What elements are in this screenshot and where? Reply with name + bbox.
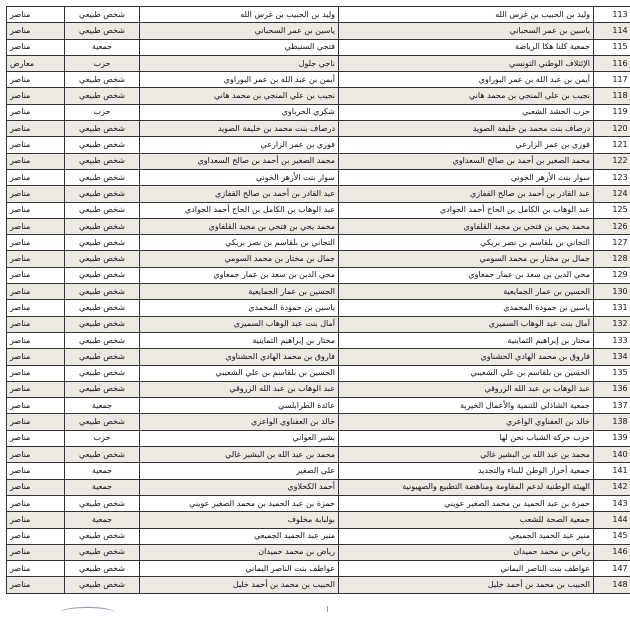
document-sheet: [6, 6, 611, 594]
table-body: [7, 7, 630, 594]
row-number: 133: [594, 332, 630, 348]
position-status: مناصر: [7, 202, 65, 218]
entity-type: شخص طبيعي: [65, 202, 140, 218]
entity-type: حزب: [65, 430, 140, 446]
entity-type: جمعية: [65, 512, 140, 528]
applicant-name: مختار بن إبراهيم الثماينية: [339, 332, 594, 348]
representative-name: خالد بن العفناوي الواعري: [140, 414, 339, 430]
position-status: مناصر: [7, 365, 65, 381]
row-number: 114: [594, 23, 630, 39]
applicant-name: درصاف بنت محمد بن خليفة الصويد: [339, 121, 594, 137]
applicant-name: عبد القادر بن أحمد بن صالح القفازي: [339, 186, 594, 202]
representative-name: محي الدين بن سعد بن عمار جمعاوي: [140, 267, 339, 283]
table-row: [7, 300, 630, 316]
row-number: 131: [594, 300, 630, 316]
row-number: 127: [594, 235, 630, 251]
representative-name: محمد يحي بن فتحي بن مجيد القلفاوي: [140, 218, 339, 234]
applicant-name: الحسين بن بلقاسم بن علي الشعيبي: [339, 365, 594, 381]
position-status: مناصر: [7, 300, 65, 316]
table-row: [7, 202, 630, 218]
table-row: [7, 495, 630, 511]
row-number: 117: [594, 72, 630, 88]
representative-name: ناجي جلول: [140, 55, 339, 71]
table-row: [7, 316, 630, 332]
applicant-name: جمعية الشاذلي للتنمية والأعمال الخيرية: [339, 398, 594, 414]
representative-name: عائدة الطرابلسي: [140, 398, 339, 414]
position-status: مناصر: [7, 447, 65, 463]
representative-name: أحمد الكحلاوي: [140, 479, 339, 495]
applicant-name: منير عبد الحميد الجميعي: [339, 528, 594, 544]
entity-type: شخص طبيعي: [65, 153, 140, 169]
entity-type: شخص طبيعي: [65, 381, 140, 397]
stamp-arc: [60, 607, 115, 618]
table-row: [7, 577, 630, 593]
representative-name: محمد بن عبد الله بن البشير غالي: [140, 447, 339, 463]
entity-type: شخص طبيعي: [65, 218, 140, 234]
table-row: [7, 365, 630, 381]
applicant-name: جمعية كلنا هكا الرياضة: [339, 39, 594, 55]
entity-type: شخص طبيعي: [65, 235, 140, 251]
table-row: [7, 88, 630, 104]
entity-type: شخص طبيعي: [65, 316, 140, 332]
representative-name: الحسين بن بلقاسم بن علي الشعيبي: [140, 365, 339, 381]
position-status: مناصر: [7, 153, 65, 169]
applicant-name: ياسين بن عمر السحباني: [339, 23, 594, 39]
applicant-name: جمعية الصحة للشعب: [339, 512, 594, 528]
applicant-name: آمال بنت عبد الوهاب السميري: [339, 316, 594, 332]
representative-name: منير عبد الحميد الجميعي: [140, 528, 339, 544]
row-number: 145: [594, 528, 630, 544]
table-row: [7, 235, 630, 251]
table-row: [7, 267, 630, 283]
applicant-name: محمد بن عبد الله بن البشير غالي: [339, 447, 594, 463]
table-row: [7, 153, 630, 169]
applicant-name: فوزي بن عمر الزارعي: [339, 137, 594, 153]
applicant-name: خالد بن العفناوي الواعري: [339, 414, 594, 430]
table-row: [7, 55, 630, 71]
applicant-name: حزب حركة الشباب نحن لها: [339, 430, 594, 446]
position-status: مناصر: [7, 137, 65, 153]
row-number: 128: [594, 251, 630, 267]
position-status: مناصر: [7, 544, 65, 560]
applicant-name: محمد يحي بن فتحي بن مجيد القلفاوي: [339, 218, 594, 234]
entity-type: شخص طبيعي: [65, 561, 140, 577]
row-number: 123: [594, 169, 630, 185]
row-number: 137: [594, 398, 630, 414]
position-status: مناصر: [7, 284, 65, 300]
row-number: 113: [594, 7, 630, 23]
position-status: مناصر: [7, 267, 65, 283]
applicant-name: التجاني بن بلقاسم بن نصر بريكي: [339, 235, 594, 251]
applicant-name: أيمن بن عبد الله بن عمر البوراوي: [339, 72, 594, 88]
table-row: [7, 186, 630, 202]
entity-type: حزب: [65, 55, 140, 71]
representative-name: عبد الوهاب بن الكامل بن الحاج أحمد الجوادي: [140, 202, 339, 218]
applicant-name: محي الدين بن سعد بن عمار جمعاوي: [339, 267, 594, 283]
position-status: مناصر: [7, 251, 65, 267]
row-number: 143: [594, 495, 630, 511]
representative-name: بشير العواني: [140, 430, 339, 446]
entity-type: شخص طبيعي: [65, 121, 140, 137]
position-status: مناصر: [7, 7, 65, 23]
position-status: مناصر: [7, 104, 65, 120]
row-number: 116: [594, 55, 630, 71]
applicant-name: الإئتلاف الوطني التونسي: [339, 55, 594, 71]
applicant-name: عبد الوهاب بن عبد الله الزروقي: [339, 381, 594, 397]
entity-type: شخص طبيعي: [65, 300, 140, 316]
applicant-name: حمزة بن عبد الحميد بن محمد الصغير عويني: [339, 495, 594, 511]
table-row: [7, 104, 630, 120]
representative-name: وليد بن الحبيب بن غرس الله: [140, 7, 339, 23]
row-number: 119: [594, 104, 630, 120]
table-row: [7, 23, 630, 39]
row-number: 122: [594, 153, 630, 169]
applicant-name: جمال بن مختار بن محمد السومي: [339, 251, 594, 267]
entity-type: شخص طبيعي: [65, 251, 140, 267]
table-row: [7, 7, 630, 23]
applicant-name: حزب الحشد الشعبي: [339, 104, 594, 120]
position-status: مناصر: [7, 430, 65, 446]
table-row: [7, 121, 630, 137]
table-row: [7, 284, 630, 300]
position-status: مناصر: [7, 561, 65, 577]
representative-name: فتحي السنيطي: [140, 39, 339, 55]
applicant-name: الحبيب بن محمد بن أحمد خليل: [339, 577, 594, 593]
row-number: 121: [594, 137, 630, 153]
table-row: [7, 528, 630, 544]
representative-name: مختار بن إبراهيم الثماينية: [140, 332, 339, 348]
row-number: 126: [594, 218, 630, 234]
representative-name: بولبابة مخلوف: [140, 512, 339, 528]
representative-name: آمال بنت عبد الوهاب السميري: [140, 316, 339, 332]
row-number: 115: [594, 39, 630, 55]
position-status: مناصر: [7, 479, 65, 495]
position-status: مناصر: [7, 398, 65, 414]
table-row: [7, 479, 630, 495]
position-status: مناصر: [7, 39, 65, 55]
applicant-name: ياسين بن حمودة المحمدي: [339, 300, 594, 316]
entity-type: شخص طبيعي: [65, 7, 140, 23]
position-status: مناصر: [7, 121, 65, 137]
position-status: مناصر: [7, 495, 65, 511]
table-row: [7, 463, 630, 479]
applicant-name: سوار بنت الأزهر الخوني: [339, 169, 594, 185]
position-status: مناصر: [7, 381, 65, 397]
representative-name: عبد الوهاب بن عبد الله الزروقي: [140, 381, 339, 397]
table-row: [7, 398, 630, 414]
entity-type: شخص طبيعي: [65, 332, 140, 348]
table-row: [7, 349, 630, 365]
row-number: 136: [594, 381, 630, 397]
entity-type: شخص طبيعي: [65, 284, 140, 300]
applicant-name: محمد الصغير بن أحمد بن صالح السعداوي: [339, 153, 594, 169]
table-row: [7, 447, 630, 463]
row-number: 129: [594, 267, 630, 283]
entity-type: شخص طبيعي: [65, 88, 140, 104]
representative-name: حمزة بن عبد الحميد بن محمد الصغير عويني: [140, 495, 339, 511]
representative-name: فاروق بن محمد الهادي الحشناوي: [140, 349, 339, 365]
position-status: مناصر: [7, 414, 65, 430]
entity-type: جمعية: [65, 39, 140, 55]
applicant-name: الحسين بن عمار الجمايعية: [339, 284, 594, 300]
representative-name: علي الصغير: [140, 463, 339, 479]
row-number: 141: [594, 463, 630, 479]
representative-name: ياسين بن عمر السحباني: [140, 23, 339, 39]
row-number: 142: [594, 479, 630, 495]
entity-type: حزب: [65, 104, 140, 120]
position-status: مناصر: [7, 332, 65, 348]
applicant-name: جمعية أحرار الوطن للبناء والتجديد: [339, 463, 594, 479]
representative-name: ياسين بن حمودة المحمدي: [140, 300, 339, 316]
position-status: مناصر: [7, 88, 65, 104]
position-status: مناصر: [7, 235, 65, 251]
entity-type: جمعية: [65, 479, 140, 495]
representative-name: التجاني بن بلقاسم بن نصر بريكي: [140, 235, 339, 251]
table-row: [7, 430, 630, 446]
representative-name: أيمن بن عبد الله بن عمر البوراوي: [140, 72, 339, 88]
table-row: [7, 72, 630, 88]
entity-type: شخص طبيعي: [65, 137, 140, 153]
row-number: 147: [594, 561, 630, 577]
applicant-name: وليد بن الحبيب بن غرس الله: [339, 7, 594, 23]
representative-name: الحسين بن عمار الجمايعية: [140, 284, 339, 300]
table-row: [7, 332, 630, 348]
representative-name: درصاف بنت محمد بن خليفة الصويد: [140, 121, 339, 137]
entity-type: شخص طبيعي: [65, 72, 140, 88]
table-row: [7, 381, 630, 397]
entity-type: شخص طبيعي: [65, 447, 140, 463]
applicant-name: نجيب بن علي المنجي بن محمد هاني: [339, 88, 594, 104]
row-number: 144: [594, 512, 630, 528]
representative-name: محمد الصغير بن أحمد بن صالح السعداوي: [140, 153, 339, 169]
entity-type: شخص طبيعي: [65, 495, 140, 511]
representative-name: سوار بنت الأزهر الخوني: [140, 169, 339, 185]
entity-type: جمعية: [65, 398, 140, 414]
entity-type: شخص طبيعي: [65, 267, 140, 283]
applicant-name: عبد الوهاب بن الكامل بن الحاج أحمد الجوادي: [339, 202, 594, 218]
row-number: 120: [594, 121, 630, 137]
position-status: مناصر: [7, 528, 65, 544]
position-status: معارض: [7, 55, 65, 71]
position-status: مناصر: [7, 577, 65, 593]
representative-name: شكري الحرباوي: [140, 104, 339, 120]
applicants-table: [6, 6, 630, 594]
position-status: مناصر: [7, 512, 65, 528]
applicant-name: الهيئة الوطنية لدعم المقاومة ومناهضة التطبيع والصهيونية: [339, 479, 594, 495]
representative-name: عبد القادر بن أحمد بن صالح القفازي: [140, 186, 339, 202]
row-number: 138: [594, 414, 630, 430]
position-status: مناصر: [7, 349, 65, 365]
table-row: [7, 544, 630, 560]
row-number: 130: [594, 284, 630, 300]
table-row: [7, 169, 630, 185]
entity-type: شخص طبيعي: [65, 528, 140, 544]
position-status: مناصر: [7, 218, 65, 234]
position-status: مناصر: [7, 72, 65, 88]
row-number: 135: [594, 365, 630, 381]
entity-type: شخص طبيعي: [65, 414, 140, 430]
row-number: 140: [594, 447, 630, 463]
applicant-name: فاروق بن محمد الهادي الحشناوي: [339, 349, 594, 365]
table-row: [7, 137, 630, 153]
table-row: [7, 512, 630, 528]
representative-name: فوزي بن عمر الزارعي: [140, 137, 339, 153]
position-status: مناصر: [7, 186, 65, 202]
representative-name: الحبيب بن محمد بن أحمد خليل: [140, 577, 339, 593]
row-number: 148: [594, 577, 630, 593]
representative-name: جمال بن مختار بن محمد السومي: [140, 251, 339, 267]
applicant-name: عواطف بنت الناصر اليماني: [339, 561, 594, 577]
row-number: 118: [594, 88, 630, 104]
entity-type: جمعية: [65, 463, 140, 479]
applicant-name: رياض بن محمد حميدان: [339, 544, 594, 560]
position-status: مناصر: [7, 23, 65, 39]
position-status: مناصر: [7, 463, 65, 479]
row-number: 132: [594, 316, 630, 332]
page-mark: [327, 606, 328, 612]
entity-type: شخص طبيعي: [65, 169, 140, 185]
table-row: [7, 39, 630, 55]
table-row: [7, 561, 630, 577]
position-status: مناصر: [7, 169, 65, 185]
row-number: 146: [594, 544, 630, 560]
row-number: 124: [594, 186, 630, 202]
position-status: مناصر: [7, 316, 65, 332]
entity-type: شخص طبيعي: [65, 349, 140, 365]
row-number: 139: [594, 430, 630, 446]
entity-type: شخص طبيعي: [65, 365, 140, 381]
row-number: 134: [594, 349, 630, 365]
representative-name: نجيب بن علي المنجي بن محمد هاني: [140, 88, 339, 104]
table-row: [7, 218, 630, 234]
table-row: [7, 251, 630, 267]
entity-type: شخص طبيعي: [65, 577, 140, 593]
table-row: [7, 414, 630, 430]
row-number: 125: [594, 202, 630, 218]
entity-type: شخص طبيعي: [65, 186, 140, 202]
entity-type: شخص طبيعي: [65, 544, 140, 560]
representative-name: عواطف بنت الناصر اليماني: [140, 561, 339, 577]
entity-type: شخص طبيعي: [65, 23, 140, 39]
representative-name: رياض بن محمد حميدان: [140, 544, 339, 560]
